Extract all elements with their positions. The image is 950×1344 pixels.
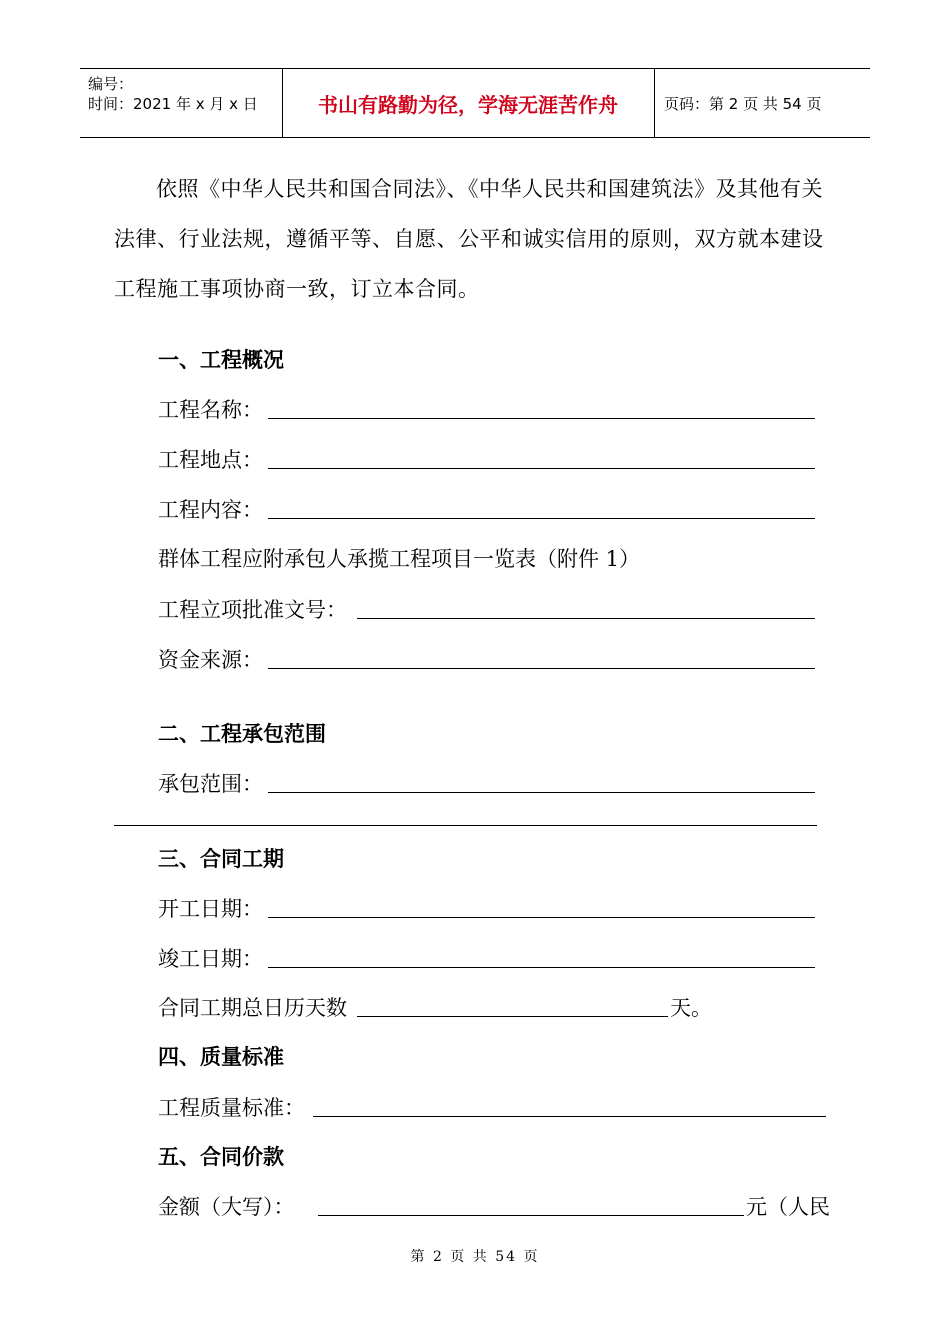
project-content-field[interactable] xyxy=(268,518,815,519)
amount-label: 金额（大写）： xyxy=(158,1195,295,1219)
project-name-field[interactable] xyxy=(268,418,815,419)
header-page-info: 页码：第 2 页 共 54 页 xyxy=(664,94,822,113)
scope-field-continuation[interactable] xyxy=(114,825,817,826)
approval-number-field[interactable] xyxy=(357,618,815,619)
project-location-field[interactable] xyxy=(268,468,815,469)
intro-paragraph: 依照《中华人民共和国合同法》、《中华人民共和国建筑法》及其他有关法律、行业法规，遵循平等、自愿、公平和诚实信用的原则，双方就本建设工程施工事项协商一致，订立本合同。 xyxy=(114,177,824,301)
header-meta xyxy=(88,74,258,114)
scope-label: 承包范围： xyxy=(158,772,263,796)
header-motto: 书山有路勤为径，学海无涯苦作舟 xyxy=(318,92,618,117)
page-header xyxy=(80,68,870,138)
amount-unit: 元（人民 xyxy=(746,1195,830,1219)
quality-standard-field[interactable] xyxy=(313,1116,826,1117)
total-days-field[interactable] xyxy=(357,1016,668,1017)
end-date-label: 竣工日期： xyxy=(158,947,263,971)
total-days-label: 合同工期总日历天数 xyxy=(158,996,347,1020)
fund-source-field[interactable] xyxy=(268,668,815,669)
start-date-field[interactable] xyxy=(268,917,815,918)
section-heading-quality: 四、质量标准 xyxy=(158,1045,284,1069)
page-footer: 第 2 页 共 54 页 xyxy=(410,1249,540,1265)
header-time-label: 时间：2021 年 x 月 x 日 xyxy=(88,95,258,113)
start-date-label: 开工日期： xyxy=(158,897,263,921)
project-content-label: 工程内容： xyxy=(158,498,263,522)
total-days-unit: 天。 xyxy=(670,996,712,1020)
amount-field[interactable] xyxy=(318,1215,744,1216)
section-heading-price: 五、合同价款 xyxy=(158,1145,284,1169)
end-date-field[interactable] xyxy=(268,967,815,968)
header-number-label: 编号： xyxy=(88,75,134,93)
fund-source-label: 资金来源： xyxy=(158,648,263,672)
section-heading-scope: 二、工程承包范围 xyxy=(158,722,326,746)
project-location-label: 工程地点： xyxy=(158,448,263,472)
quality-standard-label: 工程质量标准： xyxy=(158,1096,305,1120)
project-name-label: 工程名称： xyxy=(158,398,263,422)
scope-field[interactable] xyxy=(268,792,815,793)
section-heading-duration: 三、合同工期 xyxy=(158,847,284,871)
section-heading-overview: 一、工程概况 xyxy=(158,348,284,372)
header-divider xyxy=(654,69,655,137)
approval-number-label: 工程立项批准文号： xyxy=(158,598,347,622)
group-project-note: 群体工程应附承包人承揽工程项目一览表（附件 1） xyxy=(158,547,641,571)
